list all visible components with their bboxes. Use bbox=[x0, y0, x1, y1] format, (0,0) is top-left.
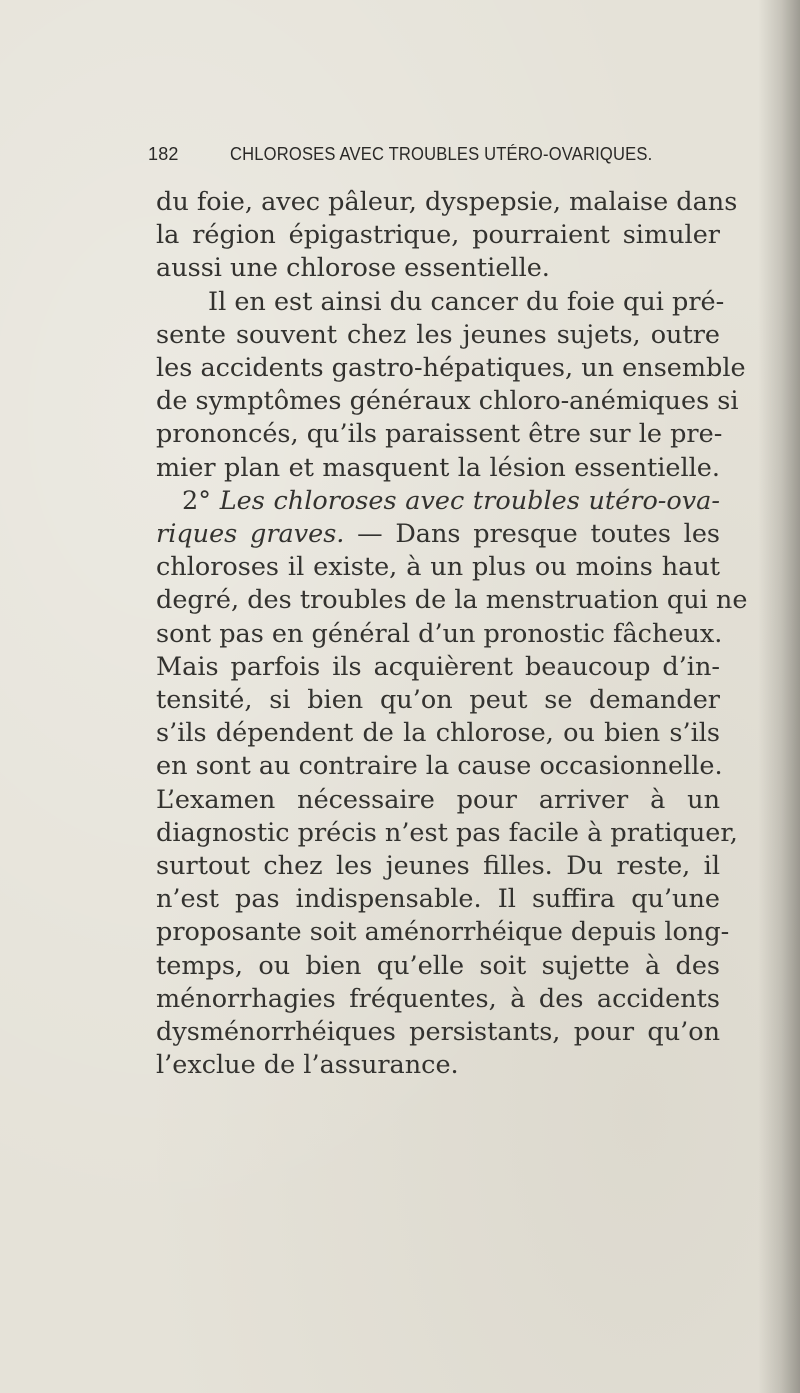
text-line: temps, ou bien qu’elle soit sujette à des bbox=[156, 950, 720, 981]
text-line: les accidents gastro-hépatiques, un ensemble bbox=[156, 353, 746, 384]
paragraph-2 bbox=[156, 286, 746, 485]
section-heading-continuation: — Dans presque toutes les bbox=[357, 519, 721, 550]
text-line: dysménorrhéiques persistants, pour qu’on bbox=[156, 1017, 720, 1048]
text-line: s’ils dépendent de la chlorose, ou bien s’ils bbox=[156, 718, 720, 749]
text-line: chloroses il existe, à un plus ou moins haut bbox=[156, 552, 720, 583]
page-number: 182 bbox=[148, 144, 179, 164]
section-number: 2° bbox=[182, 485, 211, 516]
section-heading-italic: riques graves. bbox=[156, 519, 345, 550]
text-line: Mais parfois ils acquièrent beaucoup d’in- bbox=[156, 651, 720, 682]
text-line: sente souvent chez les jeunes sujets, outre bbox=[156, 319, 720, 350]
text-line: n’est pas indispensable. Il suffira qu’une bbox=[156, 884, 720, 915]
text-line: diagnostic précis n’est pas facile à pratiquer, bbox=[156, 817, 738, 848]
text-line: tensité, si bien qu’on peut se demander bbox=[156, 685, 720, 716]
text-line: aussi une chlorose essentielle. bbox=[156, 253, 550, 284]
text-line: prononcés, qu’ils paraissent être sur le pre- bbox=[156, 419, 723, 450]
paragraph-3 bbox=[156, 485, 748, 1083]
text-line: degré, des troubles de la menstruation qui ne bbox=[156, 585, 748, 616]
text-line: L’examen nécessaire pour arriver à un bbox=[156, 784, 720, 815]
text-line: surtout chez les jeunes filles. Du reste, il bbox=[156, 851, 720, 882]
running-title: CHLOROSES AVEC TROUBLES UTÉRO-OVARIQUES. bbox=[230, 144, 653, 164]
text-line: l’exclue de l’assurance. bbox=[156, 1050, 459, 1081]
section-heading-line bbox=[156, 518, 720, 551]
text-line: du foie, avec pâleur, dyspepsie, malaise dans bbox=[156, 187, 738, 217]
paragraph-1 bbox=[156, 186, 738, 286]
text-line: Il en est ainsi du cancer du foie qui pré- bbox=[208, 286, 725, 317]
text-line: mier plan et masquent la lésion essentielle. bbox=[156, 452, 720, 483]
section-heading-line bbox=[156, 485, 720, 518]
text-line: ménorrhagies fréquentes, à des accidents bbox=[156, 983, 720, 1014]
section-heading-italic: Les chloroses avec troubles utéro-ova- bbox=[219, 485, 721, 516]
text-line: de symptômes généraux chloro-anémiques si bbox=[156, 386, 739, 417]
text-line: proposante soit aménorrhéique depuis long- bbox=[156, 917, 730, 948]
text-line: sont pas en général d’un pronostic fâcheux. bbox=[156, 618, 723, 649]
text-line: la région épigastrique, pourraient simuler bbox=[156, 220, 720, 251]
running-header bbox=[148, 144, 728, 165]
page-edge-shadow bbox=[758, 0, 800, 1393]
body-text bbox=[156, 186, 748, 1082]
text-line: en sont au contraire la cause occasionnelle. bbox=[156, 751, 723, 782]
